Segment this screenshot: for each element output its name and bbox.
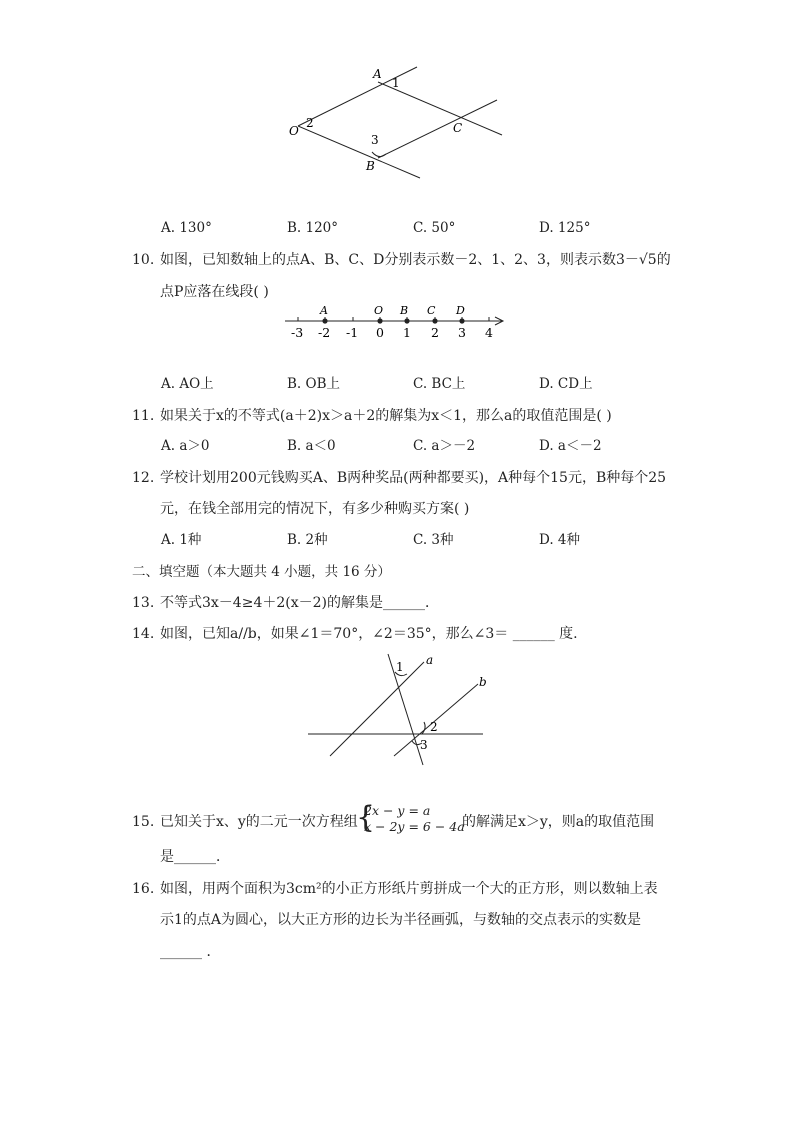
label-line-b: b (479, 675, 487, 689)
point-D: D (456, 304, 465, 317)
q11-option-c[interactable]: C. a＞－2 (413, 438, 476, 454)
q16-line2: 示1的点A为圆心，以大正方形的边长为半径画弧，与数轴的交点表示的实数是 (160, 912, 642, 928)
q10-option-b[interactable]: B. OB上 (287, 376, 340, 392)
brace-icon: { (356, 800, 376, 835)
tick-label: 1 (403, 325, 411, 340)
tick-label: 3 (458, 325, 466, 340)
q9-option-b[interactable]: B. 120° (287, 220, 339, 236)
q12-line2: 元，在钱全部用完的情况下，有多少种购买方案( ) (160, 501, 470, 517)
q10-option-a[interactable]: A. AO上 (161, 376, 214, 392)
label-C: C (453, 121, 463, 135)
q11-line1: 如果关于x的不等式(a＋2)x＞a＋2的解集为x＜1，那么a的取值范围是( ) (160, 408, 612, 424)
q14-line1: 如图，已知a//b，如果∠1＝70°，∠2＝35°，那么∠3＝ ______ 度. (160, 626, 578, 642)
label-A: A (373, 67, 382, 81)
label-angle-3: 3 (371, 133, 379, 147)
q12-line1: 学校计划用200元钱购买A、B两种奖品(两种都要买)，A种每个15元，B种每个25 (160, 470, 667, 486)
q16-line3: ______ ． (160, 944, 221, 960)
q10-number: 10. (132, 252, 155, 268)
tick-label: 2 (431, 325, 439, 340)
q15-line1-post: 的解满足x＞y，则a的取值范围 (462, 814, 655, 830)
label-O: O (289, 124, 299, 138)
q11-option-a[interactable]: A. a＞0 (161, 438, 210, 454)
point-A: A (320, 304, 328, 317)
q12-option-d[interactable]: D. 4种 (539, 532, 581, 548)
section-heading: 二、填空题（本大题共 4 小题，共 16 分） (132, 564, 391, 580)
q12-option-a[interactable]: A. 1种 (161, 532, 202, 548)
q15-number: 15. (132, 814, 155, 830)
point-O: O (374, 304, 384, 317)
label-angle-1: 1 (392, 76, 400, 90)
equation-1: 2x − y = a (364, 803, 431, 818)
tick-label: -3 (291, 325, 304, 340)
label-angle-1: 1 (396, 660, 404, 674)
point-B: B (400, 304, 409, 317)
tick-label: 0 (376, 325, 384, 340)
tick-label: 4 (485, 325, 493, 340)
label-angle-3: 3 (420, 738, 428, 752)
q14-figure (300, 648, 500, 773)
tick-label: -2 (318, 325, 331, 340)
label-line-a: a (426, 653, 434, 667)
tick-label: -1 (346, 325, 359, 340)
equation-system (356, 800, 468, 837)
q11-option-b[interactable]: B. a＜0 (287, 438, 336, 454)
label-angle-2: 2 (430, 720, 438, 734)
point-C: C (427, 304, 436, 317)
q12-option-c[interactable]: C. 3种 (413, 532, 454, 548)
q12-number: 12. (132, 470, 155, 486)
q10-line1: 如图，已知数轴上的点A、B、C、D分别表示数－2、1、2、3，则表示数3－√5的 (160, 252, 671, 268)
q11-option-d[interactable]: D. a＜－2 (539, 438, 602, 454)
q10-option-d[interactable]: D. CD上 (539, 376, 593, 392)
q11-number: 11. (132, 408, 155, 424)
q10-number-line (280, 300, 510, 342)
q10-line2: 点P应落在线段( ) (160, 284, 269, 300)
q12-option-b[interactable]: B. 2种 (287, 532, 328, 548)
q14-number: 14. (132, 626, 155, 642)
label-angle-2: 2 (306, 116, 314, 130)
q9-option-a[interactable]: A. 130° (161, 220, 212, 236)
q13-number: 13. (132, 595, 155, 611)
q16-line1: 如图，用两个面积为3cm²的小正方形纸片剪拼成一个大的正方形，则以数轴上表 (160, 881, 658, 897)
q13-line1: 不等式3x－4≥4＋2(x－2)的解集是______． (160, 595, 439, 611)
q9-figure (280, 60, 520, 185)
q16-number: 16. (132, 881, 155, 897)
q10-option-c[interactable]: C. BC上 (413, 376, 466, 392)
q9-option-d[interactable]: D. 125° (539, 220, 591, 236)
q9-option-c[interactable]: C. 50° (413, 220, 456, 236)
equation-2: x − 2y = 6 − 4a (364, 819, 465, 834)
q15-line2: 是______． (160, 849, 230, 865)
label-B: B (366, 159, 375, 173)
q15-line1-pre: 已知关于x、y的二元一次方程组 (160, 814, 358, 830)
